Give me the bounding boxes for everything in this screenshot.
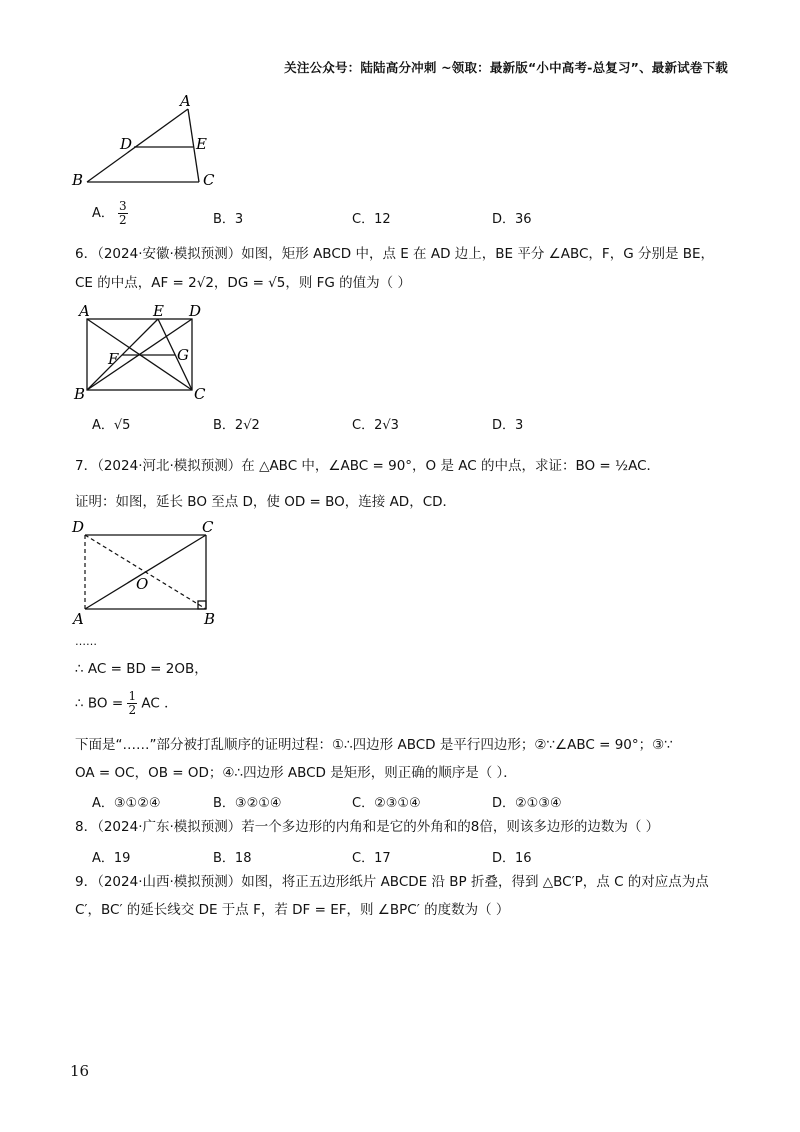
label-b: B <box>74 385 86 403</box>
fraction: $\frac{3}{2}$ <box>119 199 127 227</box>
label-a: A <box>79 302 90 320</box>
q6-line2: CE 的中点，AF = 2√2，DG = √5，则 FG 的值为（ ） <box>75 275 411 291</box>
label-a: A <box>73 610 84 628</box>
label-c: C <box>203 171 215 189</box>
page-number: 16 <box>70 1062 90 1080</box>
label-d: D <box>72 518 85 536</box>
q8-option-a[interactable]: A．19 <box>92 851 131 866</box>
q7-option-a[interactable]: A．③①②④ <box>92 796 161 811</box>
q9-line2: C′，BC′ 的延长线交 DE 于点 F，若 DF = EF，则 ∠BPC′ 的度数为（ ） <box>75 902 510 918</box>
q7-step1: ∴ AC = BD = 2OB， <box>75 661 208 677</box>
label-f: F <box>108 350 119 368</box>
rectangle-figure-q6 <box>70 302 220 402</box>
q7-option-c[interactable]: C．②③①④ <box>352 796 421 811</box>
page-header: 关注公众号：陆陆高分冲刺 ~领取：最新版“小中高考-总复习”、最新试卷下载 <box>284 60 728 75</box>
q7-line4: OA = OC，OB = OD；④∴四边形 ABCD 是矩形，则正确的顺序是（ ）． <box>75 765 517 781</box>
q8-option-b[interactable]: B．18 <box>213 851 252 866</box>
q8-option-d[interactable]: D．16 <box>492 851 532 866</box>
q7-line2: 证明：如图，延长 BO 至点 D，使 OD = BO，连接 AD，CD． <box>75 494 457 510</box>
q7-ellipsis: …… <box>75 635 97 648</box>
label-a: A <box>180 92 191 110</box>
q5-option-c[interactable]: C．12 <box>352 212 391 227</box>
q7-option-b[interactable]: B．③②①④ <box>213 796 282 811</box>
rectangle-figure-q7 <box>70 517 230 632</box>
q9-line1: 9．（2024·山西·模拟预测）如图，将正五边形纸片 ABCDE 沿 BP 折叠，得到 △BC′P，点 C 的对应点为点 <box>75 874 709 890</box>
q7-step2: ∴ BO = $\frac{1}{2}$ AC ． <box>75 689 178 717</box>
q6-option-b[interactable]: B．2√2 <box>213 418 260 433</box>
q6-option-d[interactable]: D．3 <box>492 418 524 433</box>
label-d: D <box>189 302 202 320</box>
label-b: B <box>204 610 216 628</box>
q5-option-a[interactable]: A． $\frac{3}{2}$ <box>92 199 127 227</box>
q5-option-d[interactable]: D．36 <box>492 212 532 227</box>
label-d: D <box>120 135 133 153</box>
q5-option-b[interactable]: B．3 <box>213 212 244 227</box>
label-b: B <box>72 171 84 189</box>
label-c: C <box>194 385 206 403</box>
triangle-figure-q5 <box>70 92 230 197</box>
q7-line1: 7．（2024·河北·模拟预测）在 △ABC 中，∠ABC = 90°，O 是 AC 的中点，求证：BO = ½AC． <box>75 458 661 474</box>
q6-option-c[interactable]: C．2√3 <box>352 418 399 433</box>
label-o: O <box>136 575 149 593</box>
fraction: $\frac{1}{2}$ <box>128 689 137 717</box>
label-g: G <box>177 346 189 364</box>
label-c: C <box>202 518 214 536</box>
label-e: E <box>196 135 207 153</box>
q7-line3: 下面是“……”部分被打乱顺序的证明过程：①∴四边形 ABCD 是平行四边形；②∵∠ABC = 90°；③∵ <box>75 737 673 753</box>
q6-line1: 6．（2024·安徽·模拟预测）如图，矩形 ABCD 中，点 E 在 AD 边上，BE 平分 ∠ABC，F，G 分别是 BE， <box>75 246 715 262</box>
q7-option-d[interactable]: D．②①③④ <box>492 796 562 811</box>
q8-line1: 8．（2024·广东·模拟预测）若一个多边形的内角和是它的外角和的8倍，则该多边形的边数为（ ） <box>75 819 660 835</box>
q6-option-a[interactable]: A．√5 <box>92 418 131 433</box>
q8-option-c[interactable]: C．17 <box>352 851 391 866</box>
label-e: E <box>153 302 164 320</box>
